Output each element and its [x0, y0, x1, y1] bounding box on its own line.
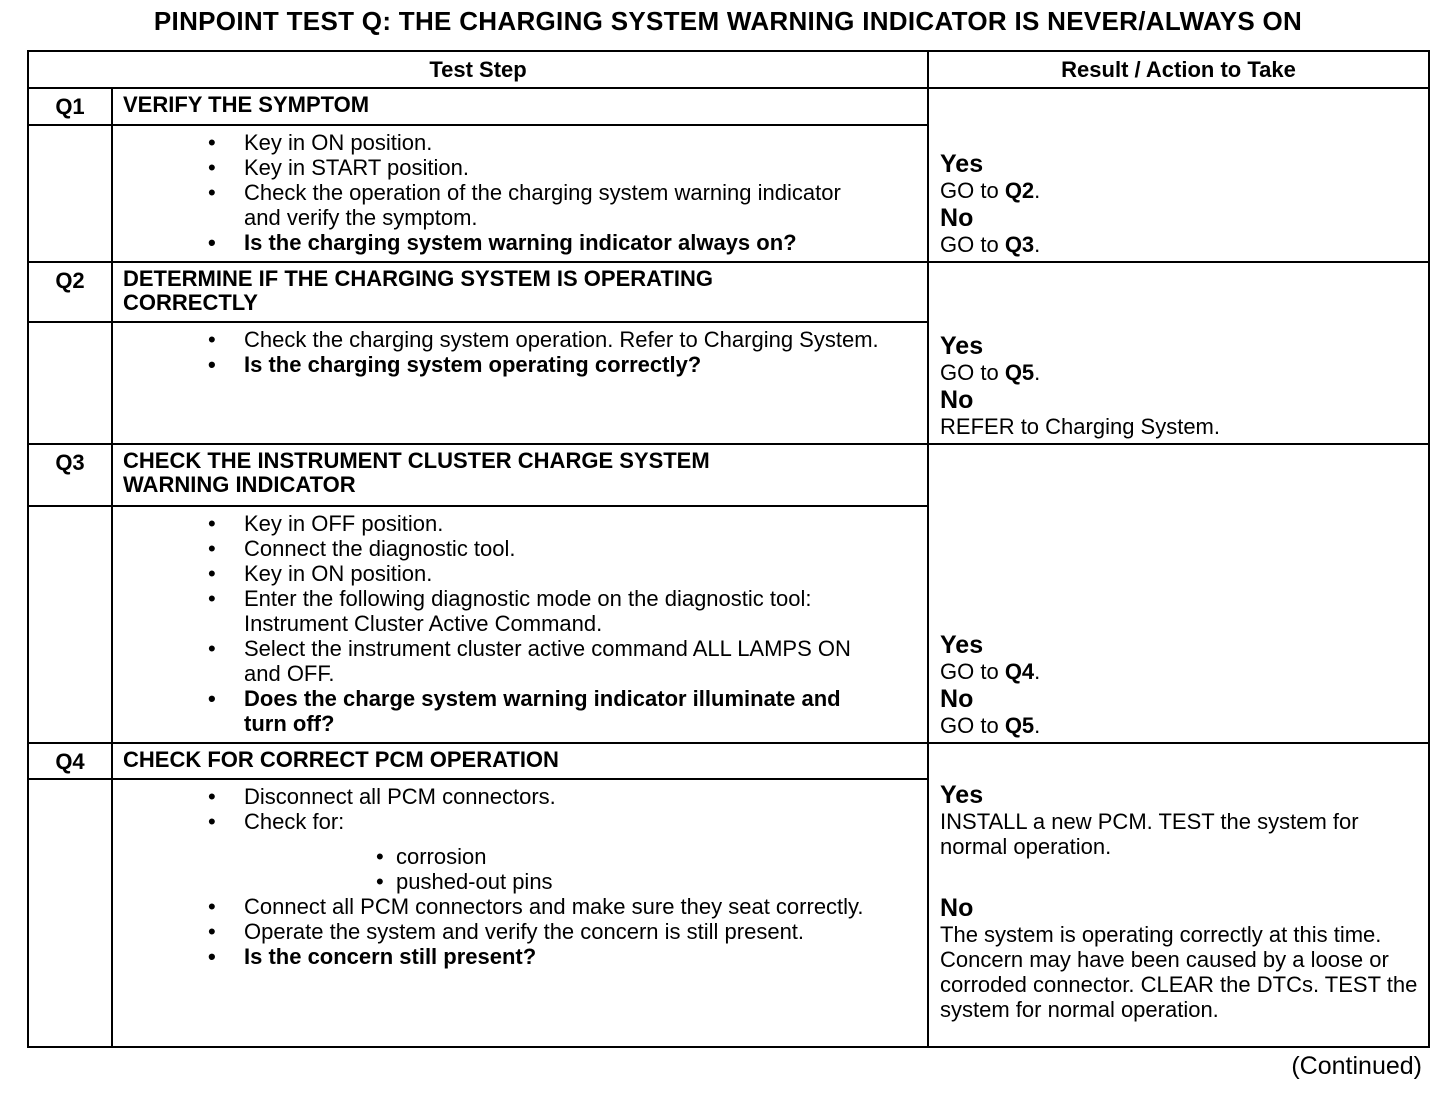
- no-action: GO to Q5.: [940, 713, 1041, 738]
- yes-action: GO to Q5.: [940, 360, 1041, 385]
- list-item: • Enter the following diagnostic mode on the diagnostic tool: Instrument Cluster Active Command.: [208, 586, 812, 636]
- yes-action: INSTALL a new PCM. TEST the system for normal operation.: [940, 809, 1359, 859]
- step-number: Q1: [28, 88, 112, 125]
- yes-action: GO to Q4.: [940, 659, 1041, 684]
- list-item: • Disconnect all PCM connectors.: [208, 784, 556, 809]
- no-action: The system is operating correctly at this time. Concern may have been caused by a loose or corroded connector. CLEAR the DTCs. TEST the system for normal operation.: [940, 922, 1418, 1022]
- sub-list-item: • pushed-out pins: [376, 869, 553, 894]
- yes-label: Yes: [940, 150, 984, 178]
- yes-label: Yes: [940, 631, 984, 659]
- no-action: GO to Q3.: [940, 232, 1041, 257]
- step-instructions: [112, 779, 928, 1047]
- step-title-row: [28, 743, 1429, 779]
- step-instructions: [112, 322, 928, 444]
- sub-list-item: • corrosion: [376, 844, 487, 869]
- list-item: • Select the instrument cluster active command ALL LAMPS ON and OFF.: [208, 636, 851, 686]
- result-header: Result / Action to Take: [928, 51, 1429, 88]
- continued-note: (Continued): [1291, 1052, 1422, 1080]
- step-number: Q2: [28, 262, 112, 322]
- step-number: Q3: [28, 444, 112, 506]
- list-item: • Check for: • corrosion • pushed-out pins: [113, 809, 917, 894]
- yes-label: Yes: [940, 332, 984, 360]
- step-title: DETERMINE IF THE CHARGING SYSTEM IS OPERATING CORRECTLY: [112, 262, 928, 322]
- no-label: No: [940, 894, 974, 922]
- list-item-question: • Is the charging system warning indicator always on?: [208, 230, 797, 255]
- table-header-row: [28, 51, 1429, 88]
- step-title: VERIFY THE SYMPTOM: [112, 88, 928, 125]
- step-result: [928, 88, 1429, 262]
- step-result: [928, 444, 1429, 743]
- list-item: • Key in START position.: [208, 155, 469, 180]
- step-title: CHECK FOR CORRECT PCM OPERATION: [112, 743, 928, 779]
- step-result: [928, 743, 1429, 1047]
- no-label: No: [940, 685, 974, 713]
- list-item: • Connect all PCM connectors and make sure they seat correctly.: [208, 894, 864, 919]
- step-instructions: [112, 506, 928, 743]
- step-title-row: [28, 88, 1429, 125]
- yes-label: Yes: [940, 781, 984, 809]
- list-item: • Check the charging system operation. Refer to Charging System.: [208, 327, 879, 352]
- yes-action: GO to Q2.: [940, 178, 1041, 203]
- pinpoint-test-table: [27, 50, 1430, 1048]
- page-title: PINPOINT TEST Q: THE CHARGING SYSTEM WARNING INDICATOR IS NEVER/ALWAYS ON: [153, 6, 1303, 36]
- list-item: • Connect the diagnostic tool.: [208, 536, 516, 561]
- step-instructions: [112, 125, 928, 262]
- step-result: [928, 262, 1429, 444]
- step-title: CHECK THE INSTRUMENT CLUSTER CHARGE SYSTEM WARNING INDICATOR: [112, 444, 928, 506]
- list-item: • Operate the system and verify the concern is still present.: [208, 919, 805, 944]
- step-title-row: [28, 262, 1429, 322]
- no-label: No: [940, 204, 974, 232]
- no-action: REFER to Charging System.: [940, 414, 1220, 439]
- list-item-question: • Does the charge system warning indicator illuminate and turn off?: [208, 686, 841, 736]
- list-item: • Key in ON position.: [208, 561, 433, 586]
- list-item-question: • Is the concern still present?: [208, 944, 537, 969]
- list-item: • Key in ON position.: [208, 130, 433, 155]
- no-label: No: [940, 386, 974, 414]
- list-item-question: • Is the charging system operating correctly?: [208, 352, 702, 377]
- list-item: • Check the operation of the charging system warning indicator and verify the symptom.: [208, 180, 841, 230]
- test-step-header: Test Step: [28, 51, 928, 88]
- step-title-row: [28, 444, 1429, 506]
- list-item: • Key in OFF position.: [208, 511, 444, 536]
- step-number: Q4: [28, 743, 112, 779]
